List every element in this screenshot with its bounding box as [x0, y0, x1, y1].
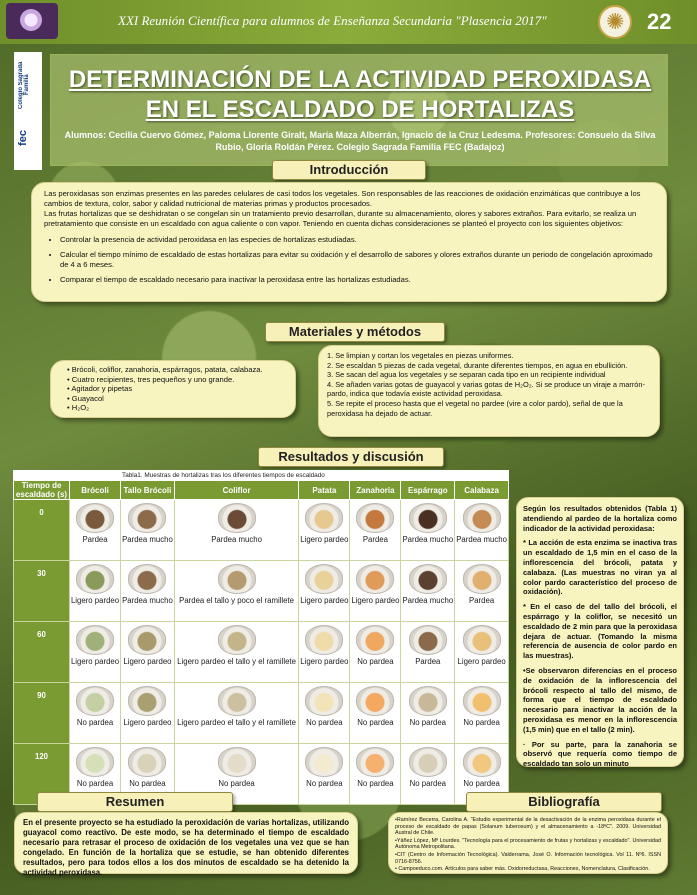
sample-dish-photo: [76, 747, 114, 777]
material-item: • Cuatro recipientes, tres pequeños y uno grande.: [67, 375, 287, 385]
result-cell: [174, 561, 299, 622]
sample-dish-photo: [356, 686, 394, 716]
result-cell: [121, 622, 175, 683]
result-label: Ligero pardeo: [70, 596, 120, 605]
sample-dish-photo: [409, 625, 447, 655]
result-cell-content: [121, 625, 174, 680]
sample-dish-photo: [409, 564, 447, 594]
discussion-paragraph: Según los resultados obtenidos (Tabla 1) atendiendo al pardeo de la hortaliza como indicador de la actividad peroxidasa:: [523, 504, 677, 533]
discussion-paragraph: •Se observaron diferencias en el proceso de oxidación de la inflorescencia del brócoli respecto al tallo del mismo, de forma que el tiempo de escaldado necesario para inactivar la acción de la peroxidasa es menor en la inflorescencia (1,5 min) que en el tallo (2 min).: [523, 665, 677, 734]
column-header: Tallo Brócoli: [121, 481, 175, 500]
time-cell: 120: [14, 744, 70, 805]
result-cell-content: [350, 747, 400, 802]
sample-dish-photo: [305, 503, 343, 533]
result-cell: [174, 622, 299, 683]
result-label: Pardea el tallo y poco el ramillete: [179, 596, 294, 605]
objective-item: • Calcular el tiempo mínimo de escaldado de estas hortalizas para evitar su oxidación y el desarrollo de sabores y olores extraños durante un periodo de congelación aproximado de 4 a 6 meses.: [60, 250, 654, 270]
result-cell: [455, 622, 509, 683]
result-cell-content: [175, 625, 299, 680]
result-cell: [299, 500, 350, 561]
result-label: Pardea mucho: [402, 535, 454, 544]
reference-item: •Yáñez López, Mª Lourdes. "Tecnología para el procesamiento de frutas y hortalizas y escaldado". Universidad Autónoma Metropolitana.: [395, 837, 661, 851]
result-cell: [401, 622, 455, 683]
result-cell-content: [175, 686, 299, 741]
resumen-text: En el presente proyecto se ha estudiado la peroxidación de varias hortalizas, utilizando guayacol como reactivo. De este modo, se ha determinado el tiempo de escaldado necesario para retrasar el proceso de oxidación de los vegetales una vez que se han congelado. En función de la hortaliza que se estudie, se han obtenido diferentes resultados, pero para todos ellos a los dos minutos de escaldado se ha detenido la actividad peroxidasa.: [23, 818, 349, 877]
result-cell-content: [350, 503, 400, 558]
time-cell: 30: [14, 561, 70, 622]
seal-icon: [598, 5, 632, 39]
result-cell-content: [175, 564, 299, 619]
result-cell: [350, 744, 401, 805]
results-grid: [13, 480, 509, 805]
sample-dish-photo: [218, 625, 256, 655]
result-cell-content: [455, 686, 508, 741]
result-label: Pardea: [82, 535, 108, 544]
method-step: 1. Se limpian y cortan los vegetales en piezas uniformes.: [327, 351, 514, 360]
sample-dish-photo: [76, 625, 114, 655]
methods-panel: [318, 345, 660, 437]
method-step: 4. Se añaden varias gotas de guayacol y varias gotas de H₂O₂. Si se produce un viraje a marrón-pardo, indica que todavía existe actividad peroxidasa.: [327, 379, 645, 399]
result-cell: [174, 683, 299, 744]
result-label: Ligero pardeo: [457, 657, 506, 666]
fec-logo: fec: [17, 130, 29, 146]
result-label: Ligero pardeo: [300, 535, 349, 544]
sample-dish-photo: [356, 564, 394, 594]
result-label: Ligero pardeo el tallo y el ramillete: [177, 657, 296, 666]
result-cell: [70, 500, 121, 561]
result-cell: [299, 561, 350, 622]
reference-item: •CIT (Centro de Información Tecnológica). Valderrama, José O. Información tecnológica. Vol 11. Nº6. ISSN 0716-8756.: [395, 851, 661, 865]
objective-item: • Comparar el tiempo de escaldado necesario para inactivar la peroxidasa entre las hortalizas estudiadas.: [60, 275, 654, 285]
results-table: [13, 480, 509, 805]
result-label: Ligero pardeo: [351, 596, 400, 605]
result-label: Ligero pardeo: [300, 657, 349, 666]
result-cell: [70, 561, 121, 622]
sample-dish-photo: [305, 686, 343, 716]
result-cell: [350, 622, 401, 683]
title-line-1: DETERMINACIÓN DE LA ACTIVIDAD PEROXIDASA: [68, 66, 652, 93]
result-cell-content: [401, 625, 454, 680]
result-cell-content: [70, 564, 120, 619]
sample-dish-photo: [463, 564, 501, 594]
sample-dish-photo: [463, 686, 501, 716]
objective-item: • Controlar la presencia de actividad peroxidasa en las especies de hortalizas estudiadas.: [60, 235, 654, 245]
result-label: Pardea: [415, 657, 441, 666]
sample-dish-photo: [76, 503, 114, 533]
result-cell-content: [350, 686, 400, 741]
sample-dish-photo: [218, 686, 256, 716]
result-cell: [70, 622, 121, 683]
table-row: [14, 561, 509, 622]
result-label: Pardea mucho: [122, 596, 173, 605]
sample-dish-photo: [218, 747, 256, 777]
material-item: • Agitador y pipetas: [67, 384, 287, 394]
sample-dish-photo: [409, 686, 447, 716]
bibliografia-heading: Bibliografía: [466, 792, 662, 812]
sample-dish-photo: [409, 503, 447, 533]
result-cell-content: [401, 564, 454, 619]
sample-dish-photo: [128, 625, 166, 655]
resumen-panel: [14, 812, 358, 877]
time-cell: 60: [14, 622, 70, 683]
title-line-2: EN EL ESCALDADO DE HORTALIZAS: [145, 96, 575, 123]
column-header: Espárrago: [401, 481, 455, 500]
result-label: Pardea: [362, 535, 388, 544]
time-cell: 0: [14, 500, 70, 561]
sample-dish-photo: [76, 564, 114, 594]
sample-dish-photo: [76, 686, 114, 716]
result-cell: [70, 683, 121, 744]
sample-dish-photo: [463, 503, 501, 533]
sample-dish-photo: [128, 747, 166, 777]
result-cell: [299, 683, 350, 744]
discussion-paragraph: * La acción de esta enzima se inactiva tras un escaldado de 1,5 min en el caso de la inflorescencia del brócoli, patata y calabaza. (Las muestras no viran ya al color pardo característico del proceso de oxidación).: [523, 538, 677, 597]
result-cell-content: [350, 625, 400, 680]
event-title: XXI Reunión Científica para alumnos de Enseñanza Secundaria "Plasencia 2017": [118, 13, 547, 28]
sidebar-logos: [14, 52, 42, 170]
event-logo: [6, 3, 58, 39]
result-cell-content: [175, 503, 299, 558]
discussion-paragraph: * En el caso de del tallo del brócoli, el espárrago y la coliflor, se necesitó un escaldado de 2 min para que la peroxidasa dejara de actuar. (Tomando la misma referencia de ausencia de color pardo en las muestras).: [523, 602, 677, 661]
result-label: Pardea mucho: [211, 535, 262, 544]
bibliografia-panel: [388, 812, 668, 874]
table-body: [14, 500, 509, 805]
materiales-heading: Materiales y métodos: [265, 322, 445, 342]
sample-dish-photo: [356, 747, 394, 777]
result-cell-content: [299, 503, 349, 558]
result-cell-content: [70, 625, 120, 680]
introduccion-heading: Introducción: [272, 160, 426, 180]
sample-dish-photo: [463, 625, 501, 655]
result-label: No pardea: [409, 779, 447, 788]
result-cell-content: [121, 564, 174, 619]
column-header: Brócoli: [70, 481, 121, 500]
sample-dish-photo: [128, 686, 166, 716]
sample-dish-photo: [128, 564, 166, 594]
sample-dish-photo: [305, 625, 343, 655]
intro-paragraph: Las peroxidasas son enzimas presentes en las paredes celulares de casi todos los vegetales. Son responsables de las reacciones de oxidación enzimáticas que contribuye a los cambios de textura, color, sabor y calidad nutricional de materias primas y productos procesados.: [44, 189, 641, 208]
materials-panel: [50, 360, 296, 418]
result-cell: [121, 500, 175, 561]
result-cell-content: [455, 503, 508, 558]
result-cell-content: [70, 686, 120, 741]
result-cell-content: [401, 747, 454, 802]
result-label: No pardea: [357, 718, 394, 727]
materials-list: [67, 365, 287, 413]
result-cell-content: [455, 564, 508, 619]
material-item: • Brócoli, coliflor, zanahoria, espárragos, patata, calabaza.: [67, 365, 287, 375]
result-cell: [350, 683, 401, 744]
result-label: Ligero pardeo: [70, 657, 120, 666]
material-item: • Guayacol: [67, 394, 287, 404]
poster-number: 22: [647, 9, 672, 34]
method-step: 2. Se escaldan 5 piezas de cada vegetal, durante diferentes tiempos, en agua en ebullición.: [327, 360, 628, 370]
column-header: Calabaza: [455, 481, 509, 500]
column-header: Coliflor: [174, 481, 299, 500]
result-label: No pardea: [357, 657, 394, 666]
objectives-list: [60, 235, 654, 285]
resumen-heading: Resumen: [37, 792, 233, 812]
material-item: • H₂O₂: [67, 403, 287, 413]
result-label: No pardea: [76, 779, 114, 788]
result-cell-content: [121, 686, 174, 741]
result-cell: [299, 622, 350, 683]
result-cell: [455, 500, 509, 561]
reference-item: •Ramírez Becerra, Carolina A. "Estudio experimental de la desactivación de la enzima peroxidasa durante el proceso de escaldado de papas (Solanum tuberosum) y el almacenamiento a -18ºC". 2009. Universidad Austral de Chile.: [395, 817, 661, 837]
sample-dish-photo: [463, 747, 501, 777]
result-cell-content: [350, 564, 400, 619]
reference-item: • Campoeduco.com. Artículos para saber más. Oxidorreductasa, Reacciones, Nomenclatura, Clasificación.: [395, 866, 650, 873]
table-row: [14, 622, 509, 683]
result-label: Ligero pardeo: [300, 596, 349, 605]
result-label: Ligero pardeo: [123, 657, 172, 666]
result-label: Ligero pardeo: [123, 718, 172, 727]
method-step: 3. Se sacan del agua los vegetales y se separan cada tipo en un recipiente individual: [327, 370, 606, 380]
result-cell: [401, 744, 455, 805]
result-label: No pardea: [76, 718, 114, 727]
sample-dish-photo: [409, 747, 447, 777]
result-cell: [401, 500, 455, 561]
table-header-row: [14, 481, 509, 500]
result-cell-content: [299, 686, 349, 741]
result-label: No pardea: [463, 718, 500, 727]
result-cell-content: [70, 503, 120, 558]
header-bar: [0, 0, 697, 44]
result-cell: [174, 500, 299, 561]
column-header: Patata: [299, 481, 350, 500]
result-label: Pardea mucho: [402, 596, 454, 605]
introduccion-panel: [31, 182, 667, 302]
result-label: No pardea: [409, 718, 447, 727]
intro-paragraph: Las frutas hortalizas que se deshidratan o se congelan sin un tratamiento previo desarrollan, durante su almacenamiento, olores y sabores extraños. Para evitarlo, se realiza un pretratamiento que consiste en un escaldado con agua caliente o con vapor. Teniendo en cuenta dichas consideraciones se planteó el proyecto con los siguientes objetivos:: [44, 209, 637, 228]
result-label: No pardea: [463, 779, 500, 788]
school-logo: Colegio Sagrada Familia: [18, 61, 30, 109]
time-cell: 90: [14, 683, 70, 744]
discussion-panel: [516, 497, 684, 767]
table-caption: Tabla1. Muestras de hortalizas tras los diferentes tiempos de escaldado: [122, 472, 325, 479]
result-cell-content: [121, 503, 174, 558]
table-row: [14, 683, 509, 744]
result-label: No pardea: [306, 779, 343, 788]
result-cell: [401, 683, 455, 744]
sample-dish-photo: [218, 503, 256, 533]
result-label: Ligero pardeo el tallo y el ramillete: [177, 718, 296, 727]
result-label: No pardea: [357, 779, 394, 788]
result-label: No pardea: [218, 779, 255, 788]
sample-dish-photo: [305, 564, 343, 594]
result-cell-content: [299, 747, 349, 802]
result-label: Pardea mucho: [122, 535, 173, 544]
table-row: [14, 500, 509, 561]
method-step: 5. Se repite el proceso hasta que el vegetal no pardee (vire a color pardo), señal de que la peroxidasa ha dejado de actuar.: [327, 398, 623, 418]
result-cell: [121, 561, 175, 622]
result-cell-content: [299, 564, 349, 619]
title-box: [50, 54, 668, 166]
result-cell: [350, 561, 401, 622]
poster-title: [51, 65, 669, 125]
resultados-heading: Resultados y discusión: [258, 447, 444, 467]
column-header: Zanahoria: [350, 481, 401, 500]
result-cell: [455, 561, 509, 622]
result-cell: [299, 744, 350, 805]
authors: Alumnos: Cecilia Cuervo Gómez, Paloma Llorente Giralt, María Maza Alberrán, Ignacio de la Cruz Ledesma. Profesores: Consuelo da Silva Rubio, Gloria Roldán Pérez. Colegio Sagrada Familia FEC (Badajoz): [64, 130, 656, 152]
result-cell: [121, 683, 175, 744]
sample-dish-photo: [218, 564, 256, 594]
result-cell-content: [401, 503, 454, 558]
result-label: Pardea mucho: [456, 535, 507, 544]
result-label: No pardea: [306, 718, 343, 727]
time-column-header: Tiempo de escaldado (s): [14, 481, 70, 500]
result-cell: [350, 500, 401, 561]
result-cell-content: [401, 686, 454, 741]
discussion-paragraph: · Por su parte, para la zanahoria se observó que requería como tiempo de escaldado tan solo un minuto: [523, 739, 677, 769]
result-label: Pardea: [469, 596, 495, 605]
result-label: No pardea: [129, 779, 166, 788]
result-cell-content: [455, 625, 508, 680]
sample-dish-photo: [128, 503, 166, 533]
sample-dish-photo: [305, 747, 343, 777]
sample-dish-photo: [356, 503, 394, 533]
result-cell: [401, 561, 455, 622]
result-cell-content: [299, 625, 349, 680]
sample-dish-photo: [356, 625, 394, 655]
result-cell: [455, 683, 509, 744]
